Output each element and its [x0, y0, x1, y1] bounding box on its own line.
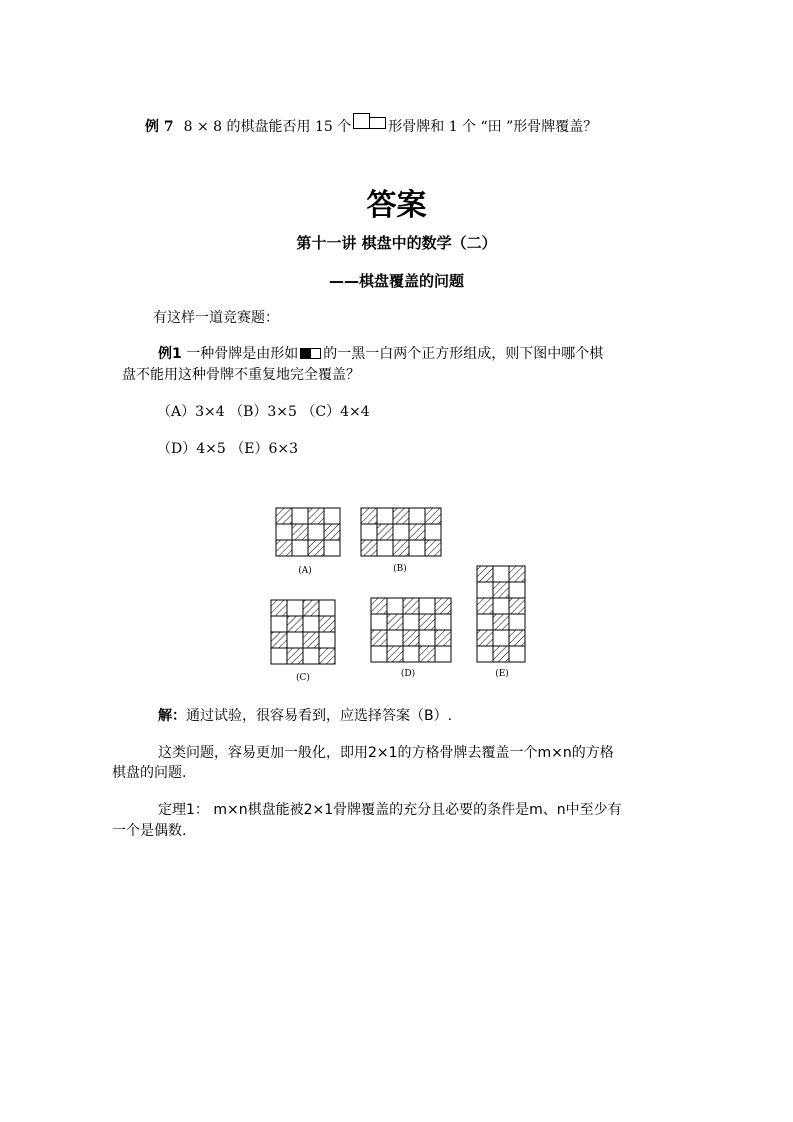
board-cell [509, 630, 525, 646]
board-cell [287, 616, 303, 632]
board-cell [308, 508, 324, 524]
board-cell [477, 582, 493, 598]
board-cell [271, 632, 287, 648]
board-cell [319, 616, 335, 632]
options-line-1: （A）3×4 （B）3×5 （C）4×4 [157, 404, 370, 420]
example-1-line2: 盘不能用这种骨牌不重复地完全覆盖？ [122, 367, 360, 383]
board-cell [493, 566, 509, 582]
board-cell [371, 614, 387, 630]
board-cell [493, 614, 509, 630]
board-cell [361, 540, 377, 556]
board-cell [403, 646, 419, 662]
board-cell [287, 600, 303, 616]
board-cell [403, 630, 419, 646]
board-cell [287, 648, 303, 664]
board-cell [509, 598, 525, 614]
board-cell [393, 508, 409, 524]
board-d [371, 598, 451, 679]
board-e [477, 566, 525, 679]
board-cell [292, 508, 308, 524]
board-cell [319, 600, 335, 616]
board-label: (D) [400, 669, 416, 679]
board-cell [435, 598, 451, 614]
board-cell [419, 598, 435, 614]
example-7-label: 例 7 [145, 119, 174, 135]
board-cell [324, 524, 340, 540]
board-label: (C) [296, 673, 310, 683]
board-cell [371, 630, 387, 646]
board-cell [276, 524, 292, 540]
solution [158, 705, 452, 725]
board-cell [403, 598, 419, 614]
board-cell [419, 646, 435, 662]
board-cell [509, 646, 525, 662]
solution-text: 通过试验，很容易看到，应选择答案（B）. [186, 708, 453, 724]
board-cell [477, 630, 493, 646]
board-cell [276, 508, 292, 524]
board-cell [308, 540, 324, 556]
board-cell [371, 598, 387, 614]
board-cell [509, 582, 525, 598]
board-cell [377, 540, 393, 556]
board-cell [387, 614, 403, 630]
board-cell [425, 540, 441, 556]
board-cell [419, 614, 435, 630]
board-label: (E) [495, 669, 509, 679]
options-line-2: （D）4×5 （E）6×3 [157, 441, 298, 457]
board-cell [477, 646, 493, 662]
lecture-title: 第十一讲 棋盘中的数学（二） [296, 234, 497, 252]
board-cell [292, 540, 308, 556]
board-cell [271, 616, 287, 632]
board-c [271, 600, 335, 683]
board-cell [493, 630, 509, 646]
solution-label: 解： [158, 708, 186, 724]
board-cell [276, 540, 292, 556]
board-cell [435, 646, 451, 662]
board-cell [393, 540, 409, 556]
board-cell [377, 524, 393, 540]
board-b [361, 508, 441, 574]
intro-text: 有这样一道竞赛题： [153, 310, 279, 326]
board-cell [419, 630, 435, 646]
board-cell [361, 508, 377, 524]
board-a [276, 508, 340, 576]
board-cell [477, 598, 493, 614]
board-cell [435, 614, 451, 630]
board-label: (B) [393, 564, 407, 574]
board-cell [409, 524, 425, 540]
board-cell [287, 632, 303, 648]
board-cell [393, 524, 409, 540]
board-cell [493, 598, 509, 614]
board-cell [303, 632, 319, 648]
example-1-text-before: 一种骨牌是由形如 [181, 346, 299, 362]
board-cell [425, 524, 441, 540]
example-7-text-before: 8 × 8 的棋盘能否用 15 个 [183, 119, 352, 135]
board-cell [324, 508, 340, 524]
board-cell [509, 566, 525, 582]
board-cell [319, 648, 335, 664]
board-cell [409, 508, 425, 524]
board-cell [493, 582, 509, 598]
generalization-line1: 这类问题，容易更加一般化，即用2×1的方格骨牌去覆盖一个m×n的方格 [158, 745, 614, 761]
board-cell [377, 508, 393, 524]
board-cell [403, 614, 419, 630]
board-cell [509, 614, 525, 630]
board-cell [319, 632, 335, 648]
board-cell [493, 646, 509, 662]
board-cell [387, 630, 403, 646]
theorem-line1: 定理1： m×n棋盘能被2×1骨牌覆盖的充分且必要的条件是m、n中至少有 [158, 802, 622, 818]
answer-heading: 答案 [366, 188, 427, 223]
lecture-subtitle: ——棋盘覆盖的问题 [328, 272, 464, 290]
board-cell [292, 524, 308, 540]
board-cell [303, 616, 319, 632]
board-cell [425, 508, 441, 524]
generalization-line2: 棋盘的问题. [112, 765, 187, 781]
theorem-line2: 一个是偶数. [112, 823, 187, 839]
board-cell [303, 648, 319, 664]
board-cell [387, 598, 403, 614]
board-cell [387, 646, 403, 662]
board-cell [303, 600, 319, 616]
board-cell [308, 524, 324, 540]
example-7-text-after: 形骨牌和 1 个 “田 ”形骨牌覆盖？ [388, 119, 598, 135]
board-cell [361, 524, 377, 540]
board-cell [324, 540, 340, 556]
board-cell [477, 566, 493, 582]
board-cell [371, 646, 387, 662]
example-1-label: 例1 [158, 346, 182, 362]
board-label: (A) [298, 566, 312, 576]
board-cell [435, 630, 451, 646]
board-cell [271, 648, 287, 664]
board-cell [409, 540, 425, 556]
board-cell [271, 600, 287, 616]
board-cell [477, 614, 493, 630]
example-1-text-after: 的一黑一白两个正方形组成，则下图中哪个棋 [323, 346, 604, 362]
